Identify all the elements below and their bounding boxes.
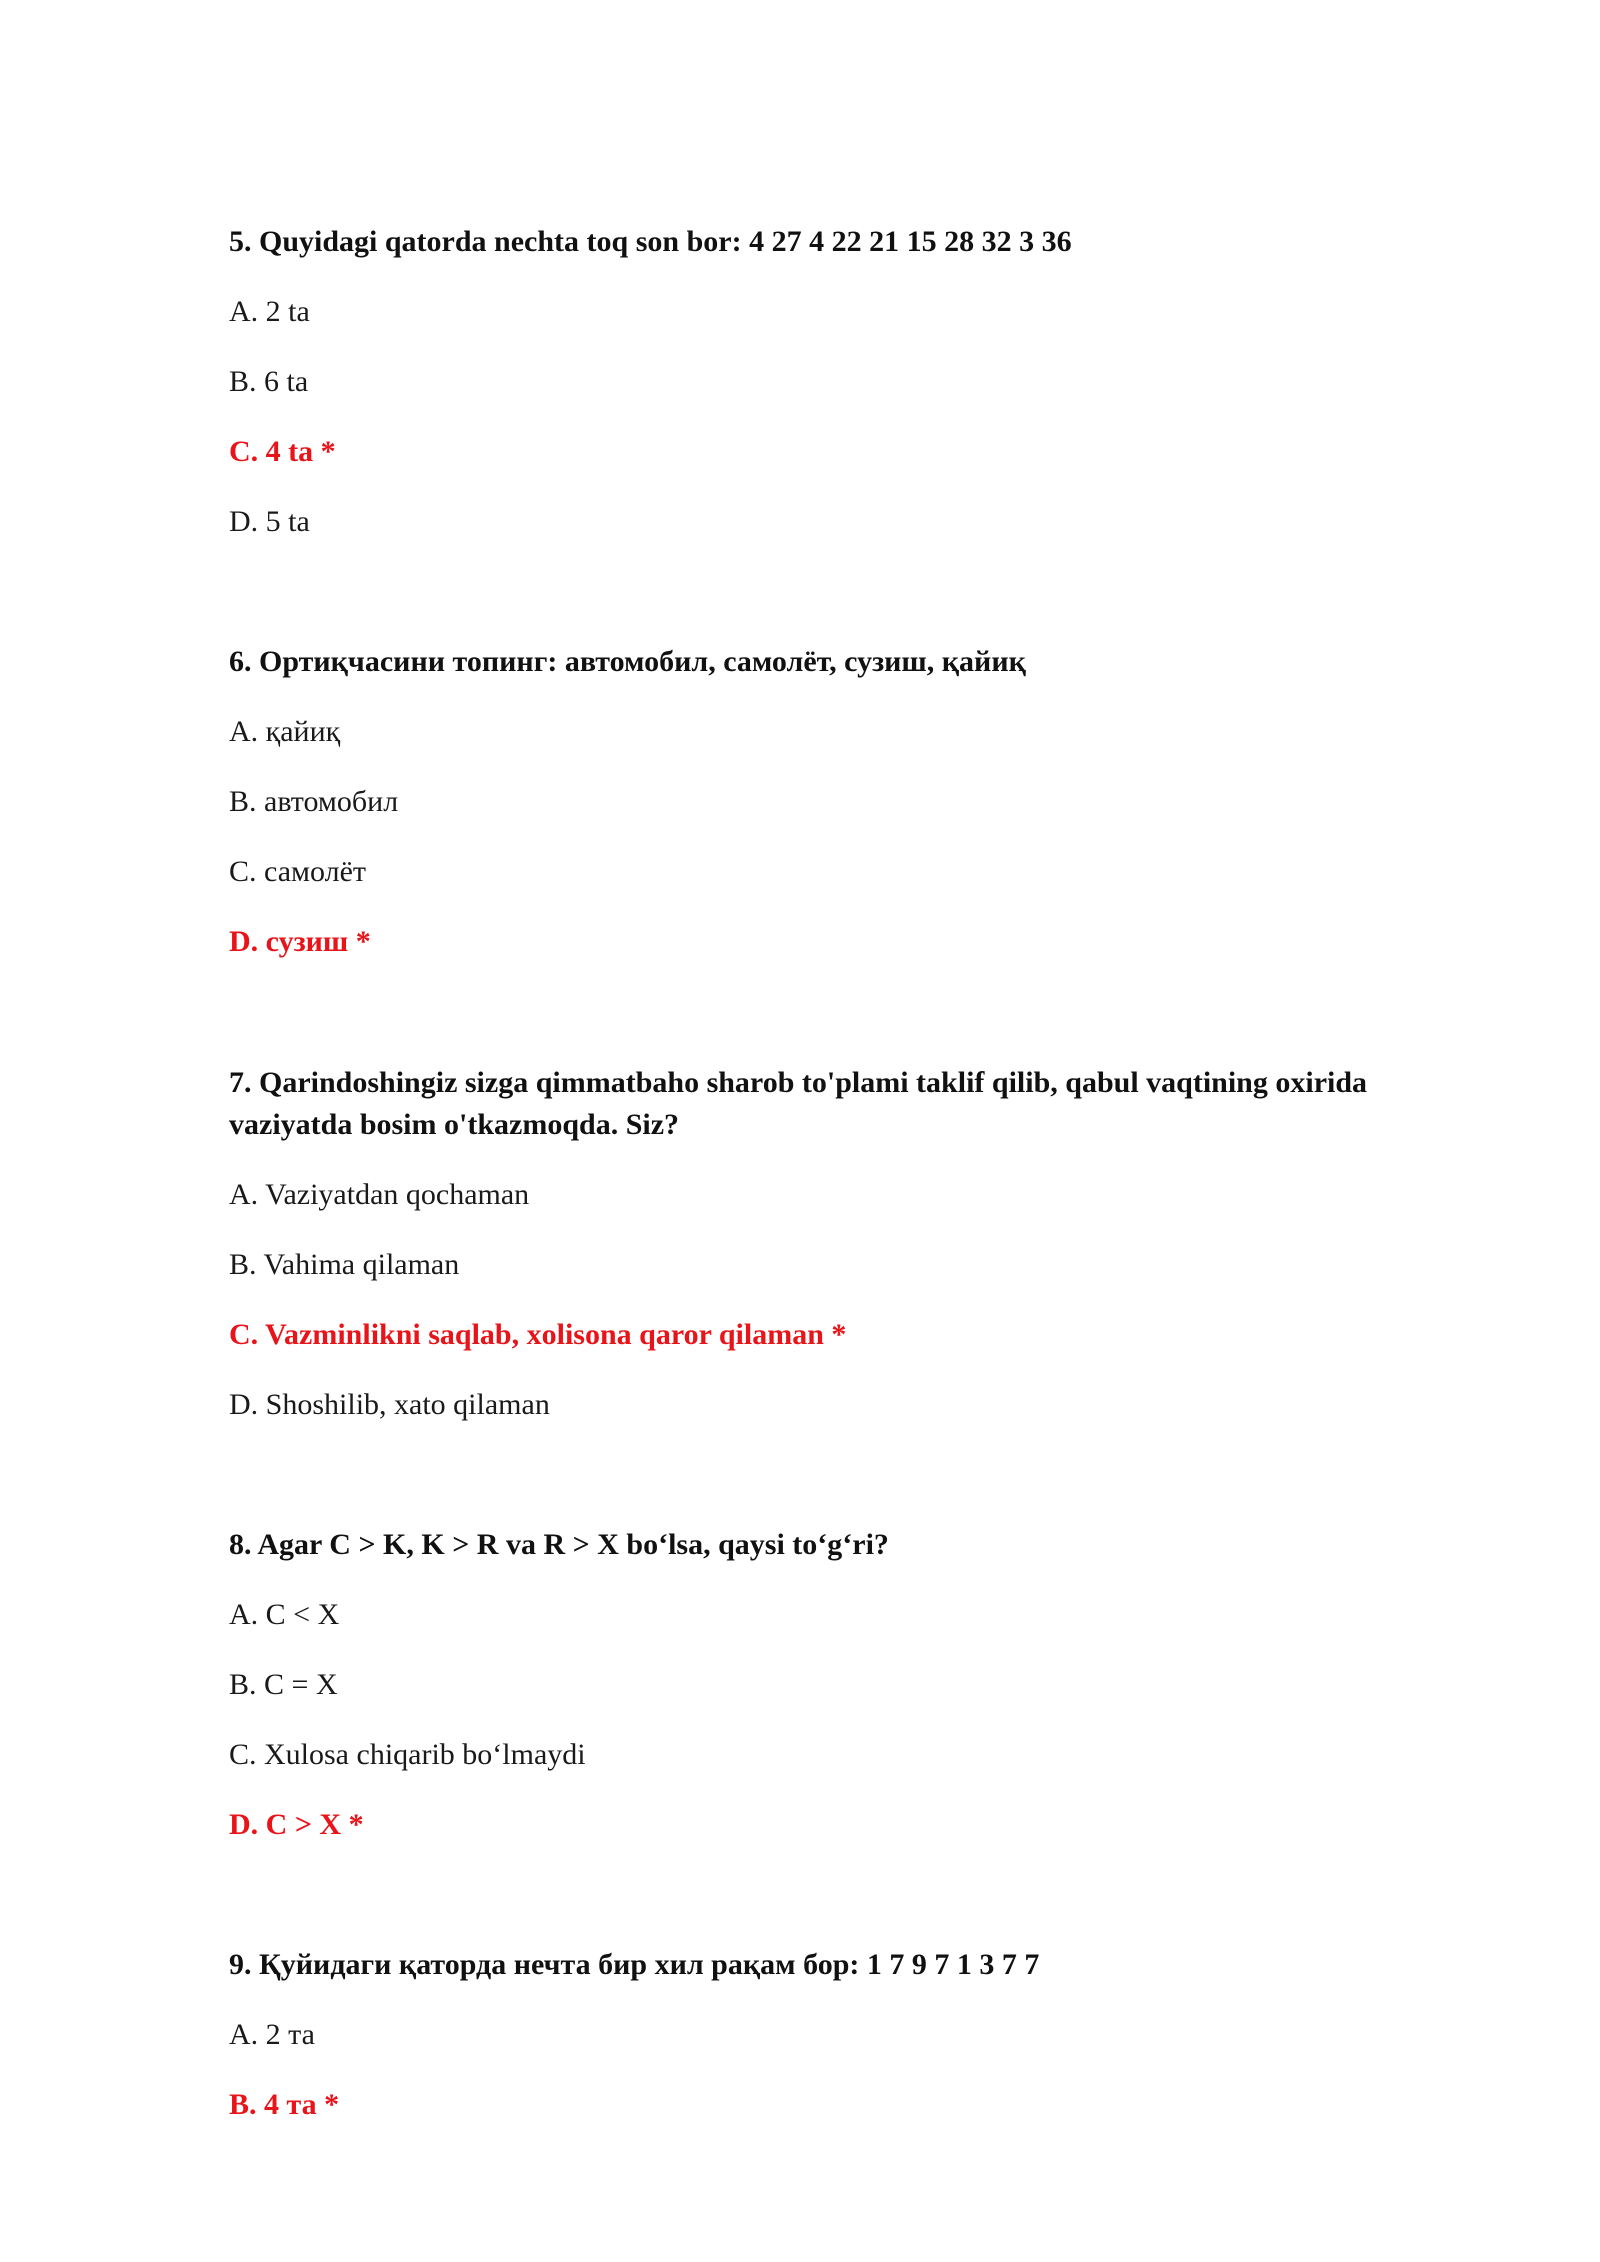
question-8-option-c: C. Xulosa chiqarib bo‘lmaydi (229, 1738, 586, 1771)
question-8-option-d-correct: D. C > X * (229, 1808, 364, 1841)
question-5-text: 5. Quyidagi qatorda nechta toq son bor: 4 27 4 22 21 15 28 32 3 36 (229, 225, 1072, 258)
question-9-text: 9. Қуйидаги қаторда нечта бир хил рақам бор: 1 7 9 7 1 3 7 7 (229, 1948, 1040, 1981)
question-7-option-c-correct: C. Vazminlikni saqlab, xolisona qaror qilaman * (229, 1318, 847, 1351)
question-6-option-b: B. автомобил (229, 785, 399, 818)
question-5-option-c-correct: C. 4 ta * (229, 435, 336, 468)
question-5-option-a: A. 2 ta (229, 295, 310, 328)
question-7-option-d: D. Shoshilib, xato qilaman (229, 1388, 550, 1421)
question-6-text: 6. Ортиқчасини топинг: автомобил, самолёт, сузиш, қайиқ (229, 645, 1026, 678)
question-5-option-b: B. 6 ta (229, 365, 309, 398)
question-8-text: 8. Agar C > K, K > R va R > X bo‘lsa, qaysi to‘g‘ri? (229, 1528, 889, 1561)
question-9-option-b-correct: B. 4 та * (229, 2088, 340, 2121)
question-6-option-c: C. самолёт (229, 855, 366, 888)
question-7-text-line-1: 7. Qarindoshingiz sizga qimmatbaho sharob to'plami taklif qilib, qabul vaqtining oxirida (229, 1066, 1368, 1099)
question-7-option-b: B. Vahima qilaman (229, 1248, 460, 1281)
question-8-option-a: A. C < X (229, 1598, 340, 1631)
question-7-text-line-2: vaziyatda bosim o'tkazmoqda. Siz? (229, 1108, 680, 1141)
question-9-option-a: A. 2 та (229, 2018, 315, 2051)
question-7-option-a: A. Vaziyatdan qochaman (229, 1178, 530, 1211)
question-8-option-b: B. C = X (229, 1668, 338, 1701)
question-6-option-a: A. қайиқ (229, 715, 341, 748)
question-5-option-d: D. 5 ta (229, 505, 310, 538)
question-6-option-d-correct: D. сузиш * (229, 925, 371, 958)
